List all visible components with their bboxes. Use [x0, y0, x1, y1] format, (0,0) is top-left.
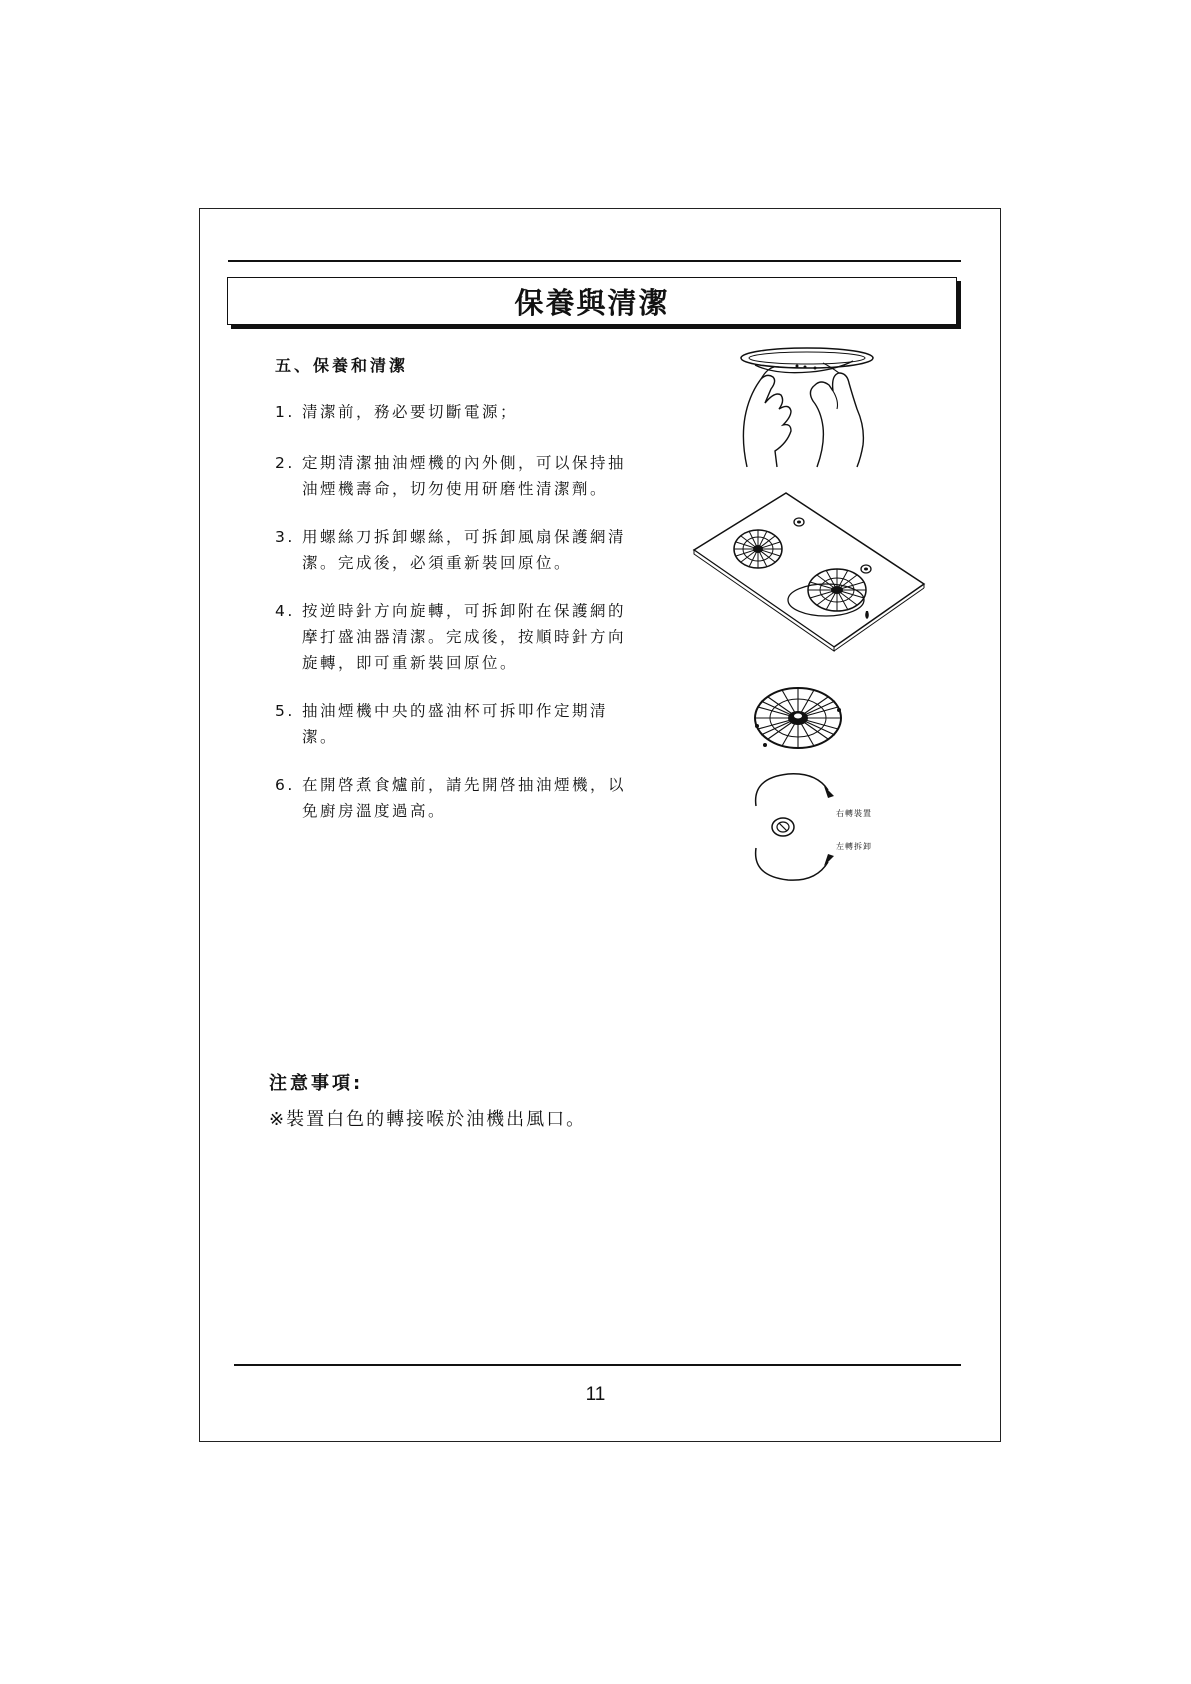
item-number: 2. — [275, 454, 295, 472]
fan-guard-illustration — [751, 682, 845, 754]
rotate-right-label: 右轉裝置 — [836, 809, 872, 818]
item-text: 定期清潔抽油煙機的內外側，可以保持抽 — [302, 454, 627, 472]
item-number: 4. — [275, 602, 295, 620]
rotate-left-label: 左轉拆卸 — [836, 842, 872, 851]
item-text: 油煙機壽命，切勿使用研磨性清潔劑。 — [302, 480, 609, 498]
list-item — [275, 598, 645, 676]
notes-heading: 注意事項: — [269, 1073, 364, 1094]
item-text: 潔。 — [302, 728, 339, 746]
notes-text: ※裝置白色的轉接喉於油機出風口。 — [269, 1109, 587, 1130]
item-text: 抽油煙機中央的盛油杯可拆叩作定期清 — [302, 702, 609, 720]
bottom-rule — [234, 1364, 961, 1366]
item-text: 免廚房溫度過高。 — [302, 802, 447, 820]
item-number: 5. — [275, 702, 295, 720]
hands-removing-cover-illustration — [735, 345, 885, 470]
rotation-diagram-illustration — [748, 770, 848, 885]
list-item — [275, 524, 645, 576]
item-text: 清潔前，務必要切斷電源； — [302, 403, 519, 421]
item-text: 摩打盛油器清潔。完成後，按順時針方向 — [302, 628, 627, 646]
item-number: 1. — [275, 403, 295, 421]
page-title: 保養與清潔 — [514, 285, 670, 320]
item-text: 潔。完成後，必須重新裝回原位。 — [302, 554, 573, 572]
item-text: 在開啓煮食爐前，請先開啓抽油煙機，以 — [302, 776, 627, 794]
section-heading: 五、保養和清潔 — [275, 356, 409, 375]
top-rule — [228, 260, 961, 262]
item-text: 按逆時針方向旋轉，可拆卸附在保護網的 — [302, 602, 627, 620]
item-number: 6. — [275, 776, 295, 794]
list-item — [275, 399, 645, 425]
list-item — [275, 772, 645, 824]
item-number: 3. — [275, 528, 295, 546]
list-item — [275, 698, 645, 750]
title-box — [227, 277, 957, 325]
list-item — [275, 450, 645, 502]
hood-panel-illustration — [688, 490, 930, 648]
page-number: 11 — [585, 1384, 606, 1405]
item-text: 旋轉，即可重新裝回原位。 — [302, 654, 519, 672]
item-text: 用螺絲刀拆卸螺絲，可拆卸風扇保護網清 — [302, 528, 627, 546]
